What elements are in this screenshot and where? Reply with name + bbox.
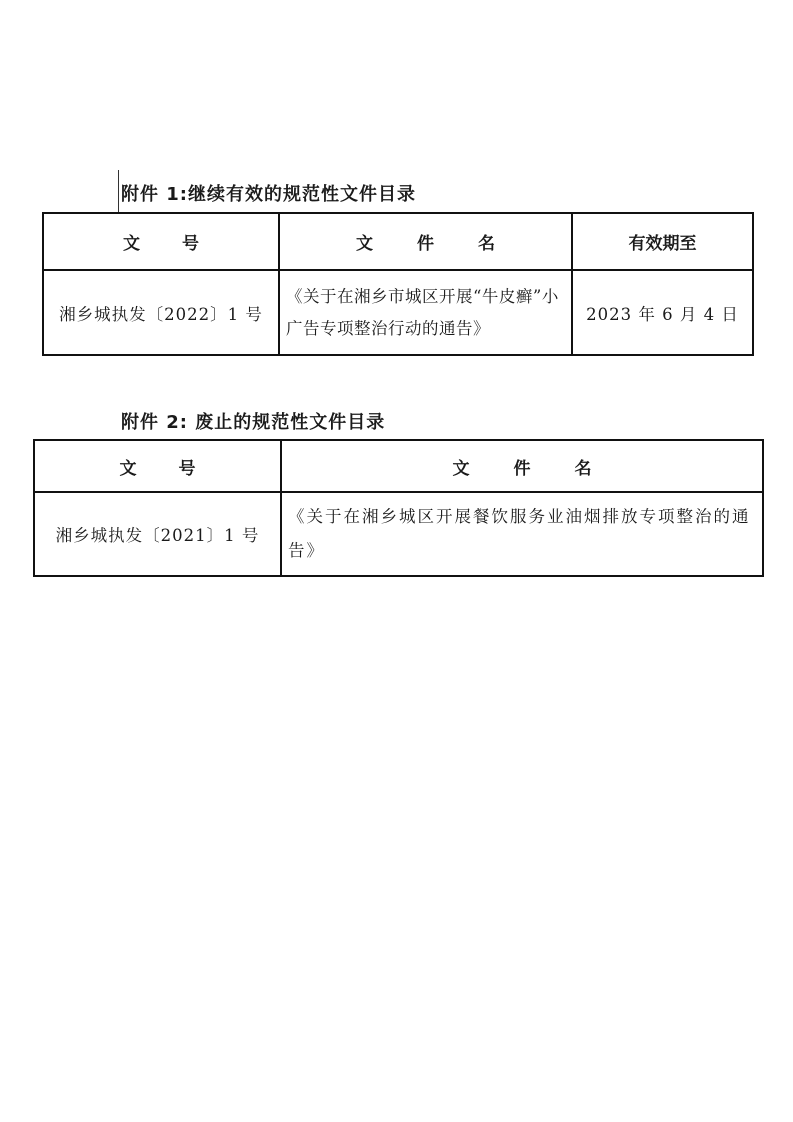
header-doc-number: 文号 [34, 440, 281, 492]
header-doc-title: 文件名 [281, 440, 763, 492]
margin-rule [118, 170, 119, 212]
doc-title-cell: 《关于在湘乡市城区开展“牛皮癣”小广告专项整治行动的通告》 [279, 270, 572, 355]
table-header-row [34, 440, 763, 492]
table-row [43, 270, 753, 355]
valid-documents-table [42, 212, 754, 356]
header-valid-until: 有效期至 [572, 213, 753, 270]
header-doc-number: 文号 [43, 213, 279, 270]
doc-number-cell: 湘乡城执发〔2022〕1 号 [43, 270, 279, 355]
table-header-row [43, 213, 753, 270]
doc-number-cell: 湘乡城执发〔2021〕1 号 [34, 492, 281, 576]
attachment-2-title: 附件 2: 废止的规范性文件目录 [121, 412, 386, 433]
valid-until-cell: 2023 年 6 月 4 日 [572, 270, 753, 355]
header-doc-title: 文件名 [279, 213, 572, 270]
doc-title-cell: 《关于在湘乡城区开展餐饮服务业油烟排放专项整治的通告》 [281, 492, 763, 576]
table-row [34, 492, 763, 576]
attachment-1-title: 附件 1:继续有效的规范性文件目录 [121, 184, 416, 205]
repealed-documents-table [33, 439, 764, 577]
